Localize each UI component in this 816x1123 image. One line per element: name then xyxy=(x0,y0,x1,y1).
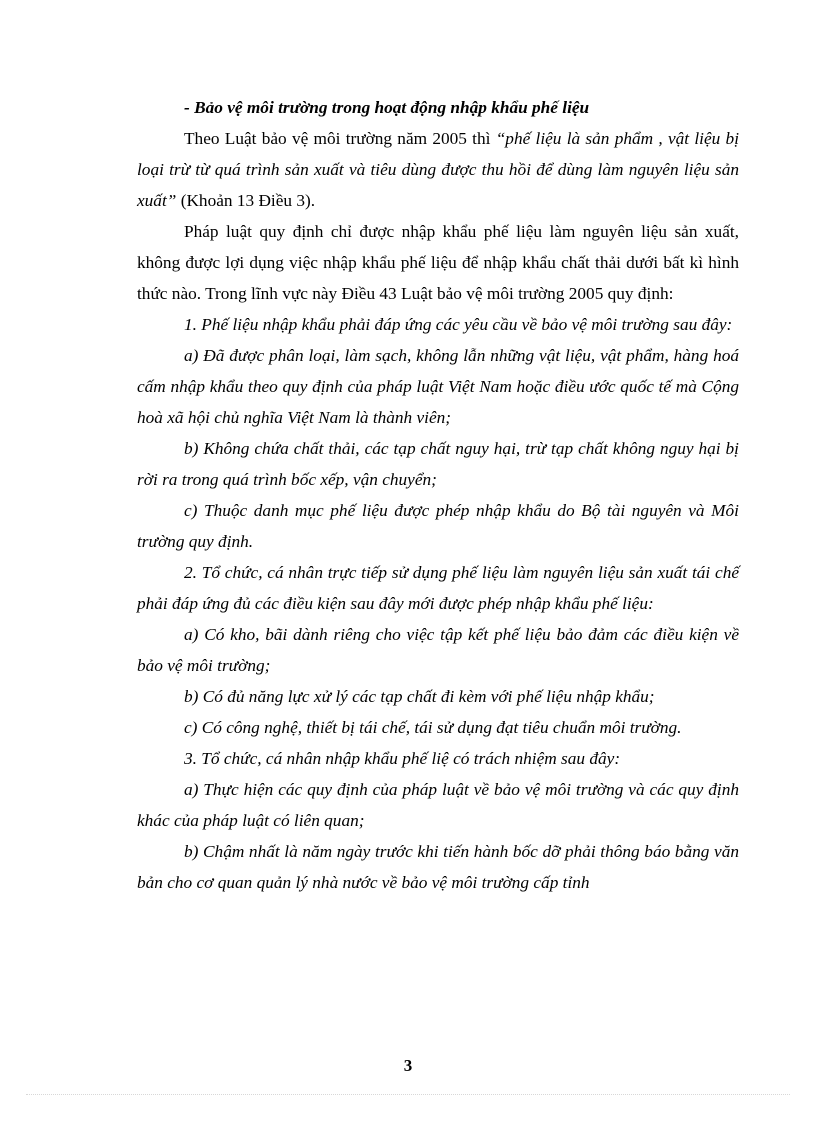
paragraph-definition xyxy=(137,123,739,216)
page-body xyxy=(137,92,739,898)
definition-quote: “phế liệu là sản phẩm , vật liệu bị loại trừ từ quá trình sản xuất và tiêu dùng được thu hồi để dùng làm nguyên liệu sản xuất” xyxy=(137,129,739,210)
clause-1c: c) Thuộc danh mục phế liệu được phép nhập khẩu do Bộ tài nguyên và Môi trường quy định. xyxy=(137,501,739,551)
clause-1a: a) Đã được phân loại, làm sạch, không lẫn những vật liệu, vật phẩm, hàng hoá cấm nhập khẩu theo quy định của pháp luật Việt Nam hoặc điều ước quốc tế mà Cộng hoà xã hội chủ nghĩa Việt Nam là thành viên; xyxy=(137,346,739,427)
clause-2a: a) Có kho, bãi dành riêng cho việc tập kết phế liệu bảo đảm các điều kiện về bảo vệ môi trường; xyxy=(137,625,739,675)
page-number: 3 xyxy=(403,1056,413,1075)
clause-2: 2. Tổ chức, cá nhân trực tiếp sử dụng phế liệu làm nguyên liệu sản xuất tái chế phải đáp ứng đủ các điều kiện sau đây mới được phép nhập khẩu phế liệu: xyxy=(137,563,739,613)
clause-1: 1. Phế liệu nhập khẩu phải đáp ứng các yêu cầu về bảo vệ môi trường sau đây: xyxy=(184,315,733,334)
definition-lead: Theo Luật bảo vệ môi trường năm 2005 thì xyxy=(184,129,496,148)
clause-3b: b) Chậm nhất là năm ngày trước khi tiến hành bốc dỡ phải thông báo bằng văn bản cho cơ quan quản lý nhà nước về bảo vệ môi trường cấp tỉnh xyxy=(137,842,739,892)
footer-divider xyxy=(26,1094,790,1095)
clause-3a: a) Thực hiện các quy định của pháp luật về bảo vệ môi trường và các quy định khác của pháp luật có liên quan; xyxy=(137,780,739,830)
clause-2b: b) Có đủ năng lực xử lý các tạp chất đi kèm với phế liệu nhập khẩu; xyxy=(184,687,655,706)
clause-1b: b) Không chứa chất thải, các tạp chất nguy hại, trừ tạp chất không nguy hại bị rời ra trong quá trình bốc xếp, vận chuyển; xyxy=(137,439,739,489)
section-heading: - Bảo vệ môi trường trong hoạt động nhập khẩu phế liệu xyxy=(184,98,590,117)
clause-2c: c) Có công nghệ, thiết bị tái chế, tái sử dụng đạt tiêu chuẩn môi trường. xyxy=(184,718,682,737)
definition-citation: (Khoản 13 Điều 3). xyxy=(176,191,316,210)
paragraph-regulation: Pháp luật quy định chỉ được nhập khẩu phế liệu làm nguyên liệu sản xuất, không được lợi dụng việc nhập khẩu phế liệu để nhập khẩu chất thải dưới bất kì hình thức nào. Trong lĩnh vực này Điều 43 Luật bảo vệ môi trường 2005 quy định: xyxy=(137,222,739,303)
clause-3: 3. Tổ chức, cá nhân nhập khẩu phế liệ có trách nhiệm sau đây: xyxy=(184,749,621,768)
